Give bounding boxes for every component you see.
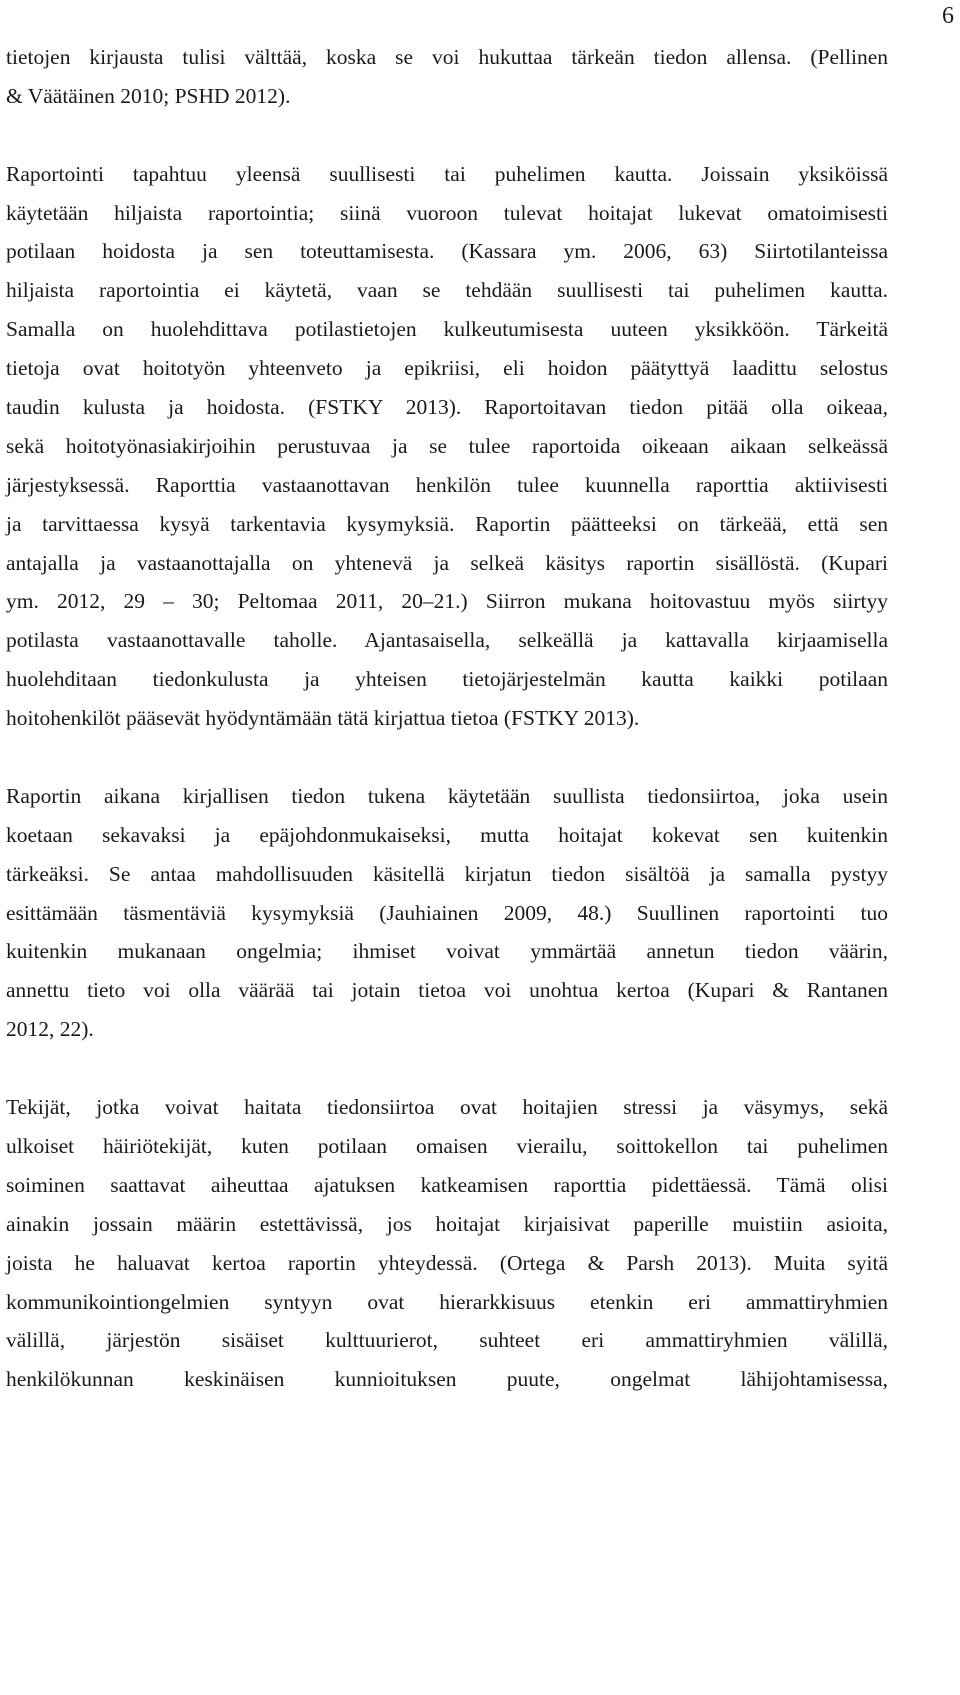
paragraph-line: järjestyksessä. Raporttia vastaanottavan henkilön tulee kuunnella raporttia aktiivisesti xyxy=(6,472,888,497)
paragraph-line: taudin kulusta ja hoidosta. (FSTKY 2013). Raportoitavan tiedon pitää olla oikeaa, xyxy=(6,395,888,420)
paragraph-line: välillä, järjestön sisäiset kulttuurierot, suhteet eri ammattiryhmien välillä, xyxy=(6,1328,888,1353)
paragraph-line: ainakin jossain määrin estettävissä, jos hoitajat kirjaisivat paperille muistiin asioita, xyxy=(6,1211,888,1236)
paragraph-line: ym. 2012, 29 – 30; Peltomaa 2011, 20–21.) Siirron mukana hoitovastuu myös siirtyy xyxy=(6,589,888,614)
paragraph-4 xyxy=(6,1088,888,1399)
paragraph-line: Samalla on huolehdittava potilastietojen kulkeutumisesta uuteen yksikköön. Tärkeitä xyxy=(6,317,888,342)
paragraph-line: koetaan sekavaksi ja epäjohdonmukaiseksi, mutta hoitajat kokevat sen kuitenkin xyxy=(6,822,888,847)
paragraph-line: huolehditaan tiedonkulusta ja yhteisen tietojärjestelmän kautta kaikki potilaan xyxy=(6,667,888,692)
paragraph-line: tietojen kirjausta tulisi välttää, koska se voi hukuttaa tärkeän tiedon allensa. (Pellinen xyxy=(6,45,888,69)
paragraph-line: hiljaista raportointia ei käytetä, vaan se tehdään suullisesti tai puhelimen kautta. xyxy=(6,278,888,303)
paragraph-line: potilasta vastaanottavalle taholle. Ajantasaisella, selkeällä ja kattavalla kirjaamisella xyxy=(6,628,888,653)
paragraph-line: antajalla ja vastaanottajalla on yhtenevä ja selkeä käsitys raportin sisällöstä. (Kupari xyxy=(6,550,888,575)
document-body xyxy=(6,38,888,1399)
paragraph-gap xyxy=(6,738,888,777)
paragraph-line: 2012, 22). xyxy=(6,1017,94,1042)
paragraph-line: henkilökunnan keskinäisen kunnioituksen puute, ongelmat lähijohtamisessa, xyxy=(6,1367,888,1392)
paragraph-line: sekä hoitotyönasiakirjoihin perustuvaa ja se tulee raportoida oikeaan aikaan selkeässä xyxy=(6,433,888,458)
paragraph-gap xyxy=(6,116,888,155)
paragraph-line: annettu tieto voi olla väärää tai jotain tietoa voi unohtua kertoa (Kupari & Rantanen xyxy=(6,978,888,1003)
paragraph-line: joista he haluavat kertoa raportin yhteydessä. (Ortega & Parsh 2013). Muita syitä xyxy=(6,1250,888,1275)
paragraph-line: tietoja ovat hoitotyön yhteenveto ja epikriisi, eli hoidon päätyttyä laadittu selostus xyxy=(6,356,888,381)
paragraph-line: Raportin aikana kirjallisen tiedon tukena käytetään suullista tiedonsiirtoa, joka usein xyxy=(6,783,888,808)
paragraph-line: potilaan hoidosta ja sen toteuttamisesta. (Kassara ym. 2006, 63) Siirtotilanteissa xyxy=(6,239,888,264)
page-number: 6 xyxy=(942,3,954,29)
paragraph-line: tärkeäksi. Se antaa mahdollisuuden käsitellä kirjatun tiedon sisältöä ja samalla pystyy xyxy=(6,861,888,886)
paragraph-line: ja tarvittaessa kysyä tarkentavia kysymyksiä. Raportin päätteeksi on tärkeää, että sen xyxy=(6,511,888,536)
paragraph-gap xyxy=(6,1049,888,1088)
paragraph-line: Raportointi tapahtuu yleensä suullisesti tai puhelimen kautta. Joissain yksiköissä xyxy=(6,161,888,186)
paragraph-line: soiminen saattavat aiheuttaa ajatuksen katkeamisen raporttia pidettäessä. Tämä olisi xyxy=(6,1172,888,1197)
paragraph-line: kuitenkin mukanaan ongelmia; ihmiset voivat ymmärtää annetun tiedon väärin, xyxy=(6,939,888,964)
paragraph-line: & Väätäinen 2010; PSHD 2012). xyxy=(6,83,291,108)
paragraph-line: Tekijät, jotka voivat haitata tiedonsiirtoa ovat hoitajien stressi ja väsymys, sekä xyxy=(6,1095,888,1120)
paragraph-3 xyxy=(6,777,888,1049)
paragraph-line: esittämään täsmentäviä kysymyksiä (Jauhiainen 2009, 48.) Suullinen raportointi tuo xyxy=(6,900,888,925)
paragraph-line: käytetään hiljaista raportointia; siinä vuoroon tulevat hoitajat lukevat omatoimisesti xyxy=(6,200,888,225)
paragraph-1 xyxy=(6,38,888,116)
paragraph-line: hoitohenkilöt pääsevät hyödyntämään tätä kirjattua tietoa (FSTKY 2013). xyxy=(6,706,640,731)
paragraph-line: ulkoiset häiriötekijät, kuten potilaan omaisen vierailu, soittokellon tai puhelimen xyxy=(6,1133,888,1158)
paragraph-2 xyxy=(6,155,888,738)
paragraph-line: kommunikointiongelmien syntyyn ovat hierarkkisuus etenkin eri ammattiryhmien xyxy=(6,1289,888,1314)
